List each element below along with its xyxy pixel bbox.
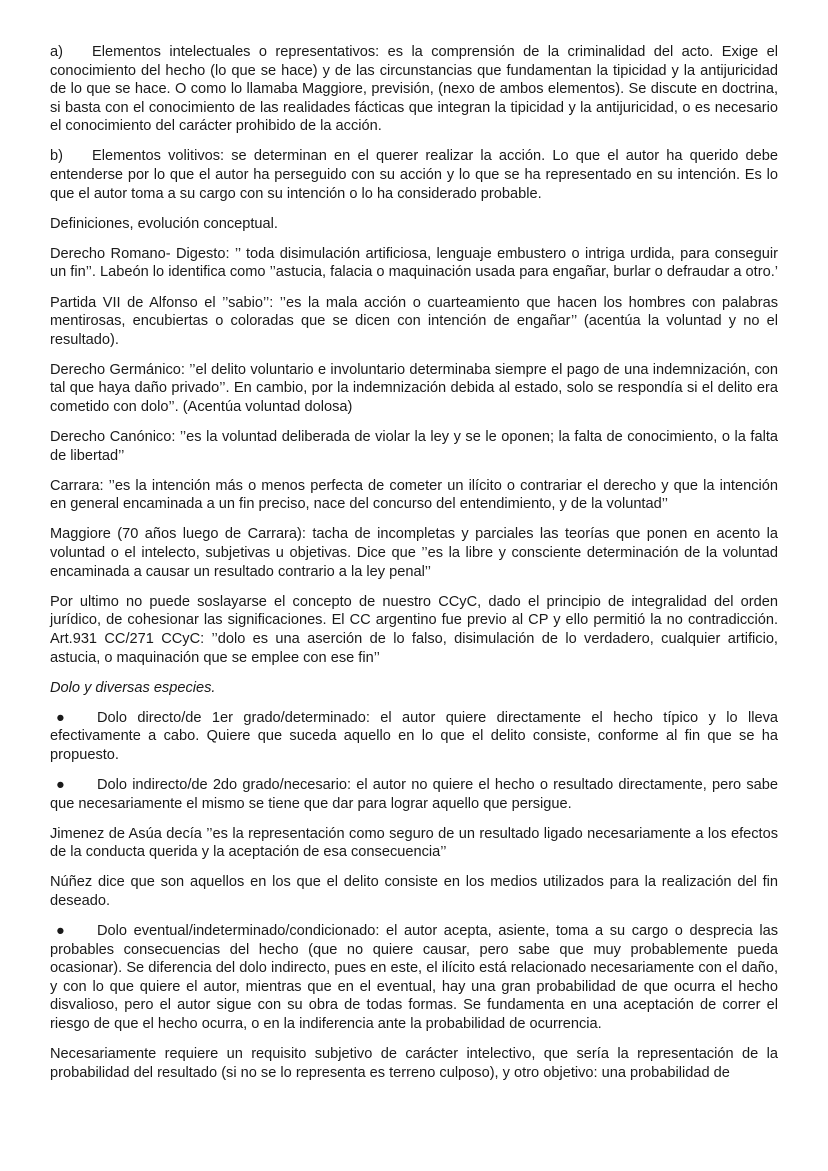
document-page [50, 43, 778, 1094]
paragraph-nunez: Núñez dice que son aquellos en los que el delito consiste en los medios utilizados para la realización del fin deseado. [50, 874, 778, 909]
paragraph-maggiore: Maggiore (70 años luego de Carrara): tacha de incompletas y parciales las teorías que ponen en acento la voluntad o el intelecto, subjetivas u objetivas. Dice que ’’es la libre y consciente determinación de la voluntad encaminada a causar un resultado contrario a la ley penal’’ [50, 526, 778, 580]
list-marker: b) [50, 148, 63, 165]
paragraph-requisito: Necesariamente requiere un requisito subjetivo de carácter intelectivo, que sería la representación de la probabilidad del resultado (si no se lo representa es terreno culposo), y otro objetivo: una probabilidad de [50, 1046, 778, 1081]
paragraph-derecho-romano: Derecho Romano- Digesto: ’’ toda disimulación artificiosa, lenguaje embustero o intriga urdida, para conseguir un fin’’. Labeón lo identifica como ’’astucia, falacia o maquinación usada para engañar, burlar o defraudar a otro.’ [50, 245, 778, 281]
paragraph-carrara: Carrara: ’’es la intención más o menos perfecta de cometer un ilícito o contrariar el derecho y que la intención en general encaminada a un fin preciso, nace del concurso del entendimiento, y de la voluntad’’ [50, 477, 778, 513]
bullet-icon: ● [56, 709, 65, 726]
bullet-dolo-eventual [50, 922, 778, 1034]
paragraph-jimenez-de-asua: Jimenez de Asúa decía ’’es la representación como seguro de un resultado ligado necesariamente a los efectos de la conducta querida y la aceptación de esa consecuencia’’ [50, 825, 778, 861]
bullet-icon: ● [56, 777, 65, 793]
paragraph-item-a [50, 43, 778, 136]
bullet-dolo-directo [50, 709, 778, 765]
paragraph-partida-vii: Partida VII de Alfonso el ’’sabio’’: ’’es la mala acción o cuarteamiento que hacen los hombres con palabras mentirosas, encubiertas o coloradas que se dicen con intención de engañar’’ (acentúa la voluntad y no el resultado). [50, 294, 778, 348]
bullet-icon: ● [56, 923, 65, 940]
paragraph-ccyc: Por ultimo no puede soslayarse el concepto de nuestro CCyC, dado el principio de integralidad del orden jurídico, de cohesionar las significaciones. El CC argentino fue previo al CP y ello permitió la no contradicción. Art.931 CC/271 CCyC: ’’dolo es una aserción de lo falso, disimulación de lo verdadero, cualquier artificio, astucia, o maquinación que se emplee con ese fin’’ [50, 593, 778, 666]
bullet-dolo-indirecto [50, 776, 778, 813]
section-heading: Definiciones, evolución conceptual. [50, 215, 278, 232]
bullet-text: Dolo indirecto/de 2do grado/necesario: el autor no quiere el hecho o resultado directamente, pero sabe que necesariamente el mismo se tiene que dar para lograr aquello que persigue. [50, 777, 778, 812]
paragraph-text: Elementos intelectuales o representativos: es la comprensión de la criminalidad del acto. Exige el conocimiento del hecho (lo que se hace) y de las circunstancias que fundamentan la tipicidad y la antijuricidad de lo que se hace. O como lo llamaba Maggiore, previsión, (nexo de ambos elementos). Se discute en doctrina, si basta con el conocimiento de las realidades fácticas que integran la tipicidad y la antijuricidad, o es necesario el conocimiento del carácter prohibido de la acción. [50, 44, 778, 135]
paragraph-derecho-canonico: Derecho Canónico: ’’es la voluntad deliberada de violar la ley y se le oponen; la falta de conocimiento, o la falta de libertad’’ [50, 429, 778, 464]
paragraph-text: Elementos volitivos: se determinan en el querer realizar la acción. Lo que el autor ha querido debe entenderse por lo que el autor ha perseguido con su acción y lo que se ha representado en su intención. Es lo que el autor toma a su cargo con su intención o lo ha considerado probable. [50, 148, 778, 202]
bullet-text: Dolo directo/de 1er grado/determinado: el autor quiere directamente el hecho típico y lo lleva efectivamente a cabo. Quiere que suceda aquello en lo que el delito consiste, conforme al fin que se ha propuesto. [50, 709, 778, 763]
paragraph-derecho-germanico: Derecho Germánico: ’’el delito voluntario e involuntario determinaba siempre el pago de una indemnización, con tal que haya daño privado’’. En cambio, por la indemnización debida al estado, solo se respondía si el delito era cometido con dolo’’. (Acentúa voluntad dolosa) [50, 361, 778, 415]
bullet-text: Dolo eventual/indeterminado/condicionado: el autor acepta, asiente, toma a su cargo o desprecia las probables consecuencias del hecho (que no quiere causar, pero sabe que muy probablemente pueda ocasionar). Se diferencia del dolo indirecto, pues en este, el ilícito está relacionado necesariamente con el daño, y con lo que quiere el autor, mientras que en el eventual, hay una gran probabilidad de que ocurra el hecho disvalioso, pero el autor sigue con su obra de todas formas. Se fundamenta en una aceptación de correr el riesgo de que el hecho ocurra, o en la indiferencia ante la probabilidad de ocurrencia. [50, 923, 778, 1033]
section-heading-dolo: Dolo y diversas especies. [50, 679, 216, 696]
paragraph-item-b [50, 147, 778, 203]
list-marker: a) [50, 44, 63, 60]
